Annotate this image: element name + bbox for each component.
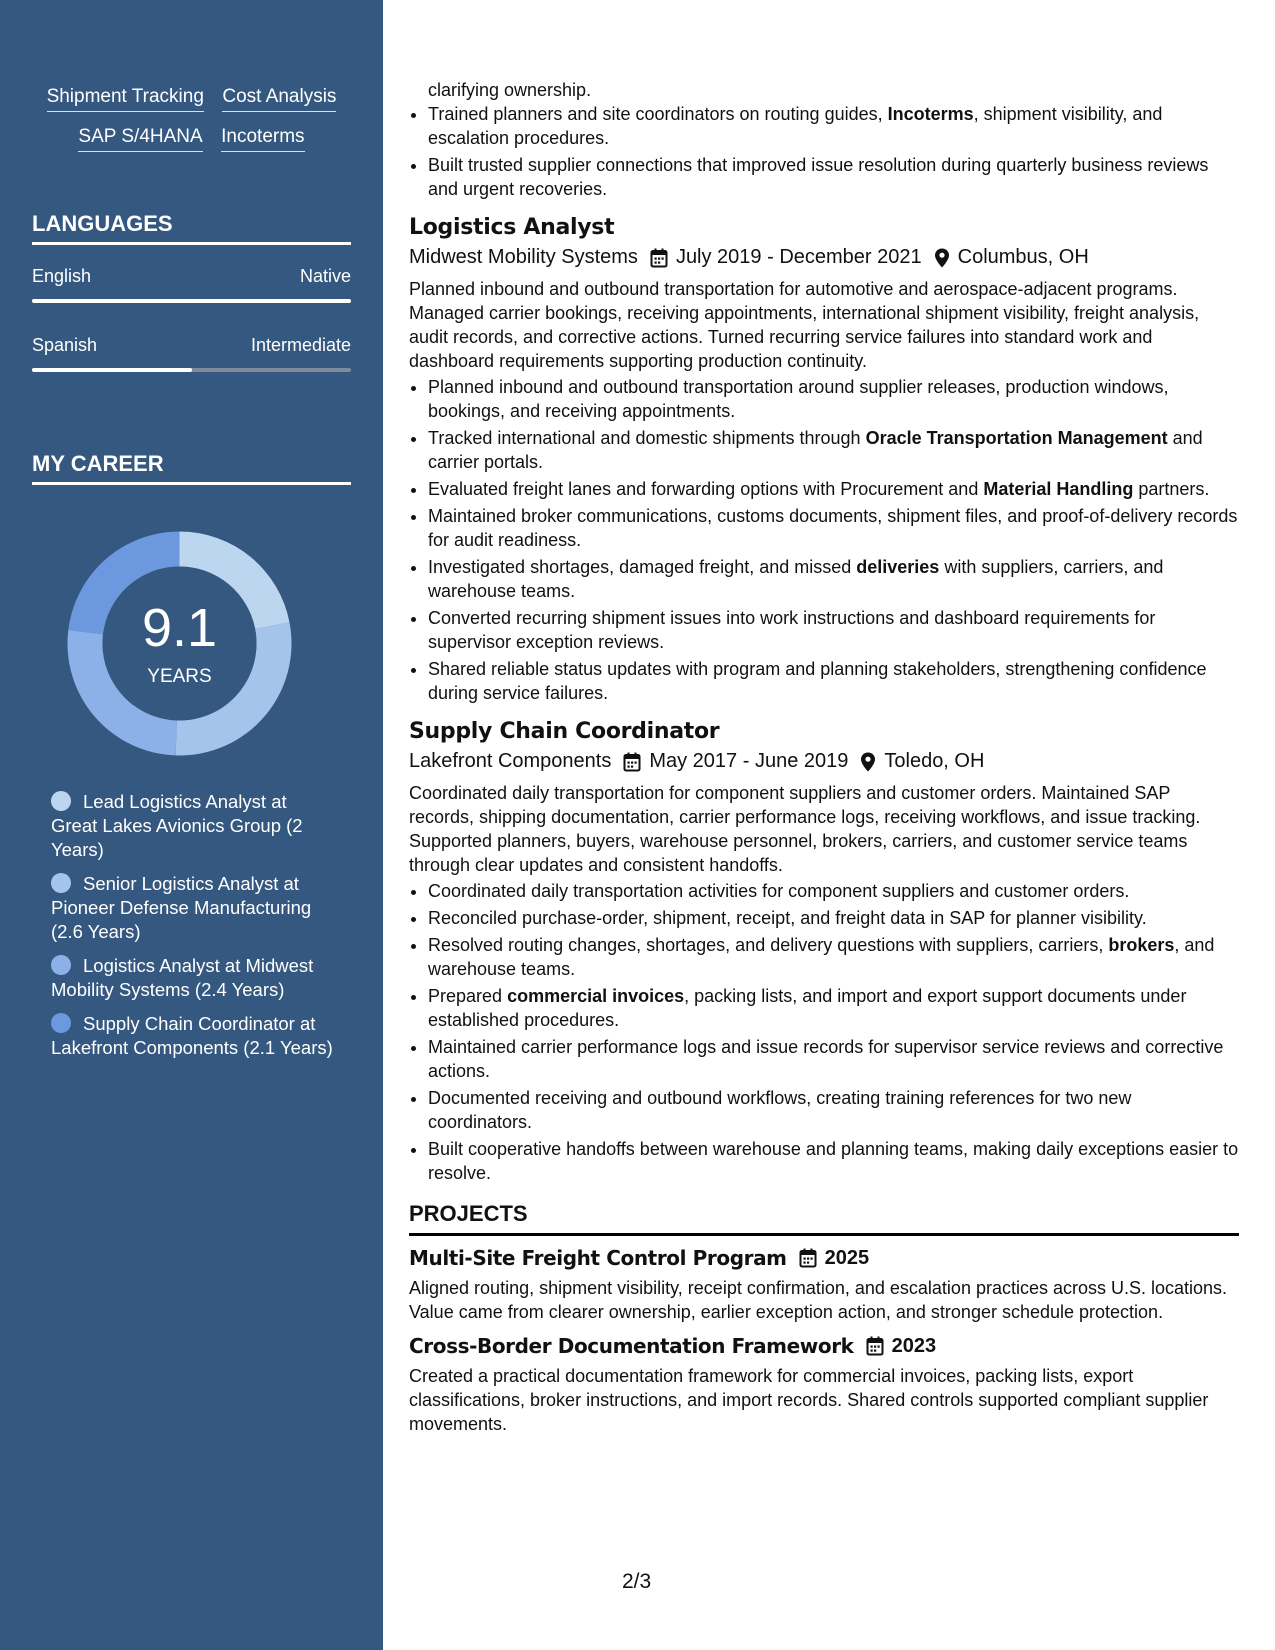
bullet-item: [428, 1137, 1239, 1185]
bullet-item: [428, 657, 1239, 705]
bullet-item: [428, 555, 1239, 603]
bullet-text: Trained planners and site coordinators on routing guides,: [428, 104, 888, 124]
page-number: 2/3: [622, 1570, 652, 1593]
bullet-text: Investigated shortages, damaged freight, and missed: [428, 557, 857, 577]
bullet-text: and carrier portals.: [428, 428, 1203, 472]
career-legend: [51, 790, 336, 1070]
project-description: Created a practical documentation framework for commercial invoices, packing lists, export classifications, broker instructions, and import records. Shared controls supported compliant supplier movements.: [409, 1366, 1209, 1434]
job-summary: Planned inbound and outbound transportation for automotive and aerospace-adjacent programs. Managed carrier bookings, receiving appointments, international shipment visibility, freight analysis, audit records, and corrective actions. Turned recurring service failures into standard work and dashboard requirements supporting production continuity.: [409, 279, 1200, 371]
bullet-item: [428, 606, 1239, 654]
bullet-text: Coordinated daily transportation activities for component suppliers and customer orders.: [428, 881, 1130, 901]
job-title: Logistics Analyst: [409, 215, 615, 240]
bullet-text: Maintained carrier performance logs and issue records for supervisor service reviews and corrective actions.: [428, 1037, 1224, 1081]
bullet-text: Shared reliable status updates with program and planning stakeholders, strengthening confidence during service failures.: [428, 659, 1207, 703]
career-heading: MY CAREER: [32, 451, 351, 485]
language-name: English: [32, 266, 92, 286]
career-legend-item: [51, 1012, 336, 1060]
projects-heading: PROJECTS: [409, 1201, 1239, 1236]
job-title: Supply Chain Coordinator: [409, 719, 720, 744]
bullet-item: [428, 906, 1239, 930]
calendar-icon: [799, 1248, 817, 1268]
career-legend-text: Senior Logistics Analyst at Pioneer Defense Manufacturing (2.6 Years): [51, 873, 312, 942]
calendar-icon: [623, 752, 641, 772]
project-title: Cross-Border Documentation Framework: [409, 1334, 854, 1358]
language-bar-fill: [32, 368, 192, 372]
bullet-text: partners.: [1133, 479, 1210, 499]
bullet-item: [428, 375, 1239, 423]
legend-dot-icon: [51, 1013, 71, 1033]
project-title-row: [409, 1246, 1239, 1270]
skill-row: [32, 86, 351, 112]
bullet-item: [428, 984, 1239, 1032]
bullet-bold: brokers: [1108, 935, 1175, 955]
language-bar: [32, 368, 351, 372]
bullet-text: Converted recurring shipment issues into work instructions and dashboard requirements for supervisor exception reviews.: [428, 608, 1156, 652]
languages-heading: LANGUAGES: [32, 211, 351, 245]
skill-row: [32, 126, 351, 152]
bullet-text: Prepared: [428, 986, 508, 1006]
bullet-item: [428, 1035, 1239, 1083]
location-pin-icon: [934, 248, 950, 268]
job-meta: [409, 750, 1239, 773]
bullet-text: Reconciled purchase-order, shipment, receipt, and freight data in SAP for planner visibility.: [428, 908, 1147, 928]
career-legend-item: [51, 790, 336, 862]
career-legend-text: Lead Logistics Analyst at Great Lakes Avionics Group (2 Years): [51, 791, 303, 860]
project-description: Aligned routing, shipment visibility, receipt confirmation, and escalation practices across U.S. locations. Value came from clearer ownership, earlier exception action, and stronger schedule protection.: [409, 1278, 1228, 1322]
career-legend-text: Supply Chain Coordinator at Lakefront Components (2.1 Years): [51, 1013, 333, 1058]
bullet-bold: commercial invoices: [507, 986, 685, 1006]
skill-tag: Shipment Tracking: [47, 86, 204, 112]
job-bullets: [409, 375, 1239, 705]
language-level: Native: [299, 266, 351, 286]
language-bar: [32, 299, 351, 303]
skills-list: [32, 86, 351, 166]
skill-tag: Incoterms: [221, 126, 304, 152]
job-bullets: [409, 879, 1239, 1185]
bullet-text: Tracked international and domestic shipments through: [428, 428, 866, 448]
bullet-text: with suppliers, carriers, and warehouse teams.: [428, 557, 1164, 601]
bullet-text: , shipment visibility, and escalation procedures.: [428, 104, 1163, 148]
calendar-icon: [650, 248, 668, 268]
bullet-text: , and warehouse teams.: [428, 935, 1215, 979]
bullet-text: Maintained broker communications, customs documents, shipment files, and proof-of-delivery records for audit readiness.: [428, 506, 1238, 550]
language-bar-fill: [32, 299, 351, 303]
continued-text: clarifying ownership.: [428, 80, 592, 100]
bullet-item: [428, 477, 1239, 501]
legend-dot-icon: [51, 955, 71, 975]
bullet-bold: deliveries: [856, 557, 940, 577]
skill-tag: Cost Analysis: [222, 86, 336, 112]
language-english: [32, 266, 351, 303]
main-content: [409, 0, 1239, 1440]
bullet-text: Documented receiving and outbound workflows, creating training references for two new coordinators.: [428, 1088, 1132, 1132]
bullet-item: [428, 879, 1239, 903]
location-pin-icon: [860, 752, 876, 772]
job-company: Lakefront Components: [409, 750, 612, 772]
project-year: 2025: [824, 1246, 870, 1269]
bullet-text: Built trusted supplier connections that improved issue resolution during quarterly business reviews and urgent recoveries.: [428, 155, 1209, 199]
language-spanish: [32, 335, 351, 372]
bullet-text: Built cooperative handoffs between warehouse and planning teams, making daily exceptions easier to resolve.: [428, 1139, 1239, 1183]
calendar-icon: [866, 1336, 884, 1356]
job-summary: Coordinated daily transportation for component suppliers and customer orders. Maintained SAP records, shipping documentation, carrier performance logs, receiving workflows, and issue tracking. Supported planners, buyers, warehouse personnel, brokers, carriers, and customer service teams through clear updates and consistent handoffs.: [409, 783, 1201, 875]
job-location: Columbus, OH: [957, 246, 1089, 268]
bullet-item: [428, 504, 1239, 552]
bullet-item: [428, 933, 1239, 981]
project-title-row: [409, 1334, 1239, 1358]
career-years-label: YEARS: [147, 666, 212, 687]
project-title: Multi-Site Freight Control Program: [409, 1246, 787, 1270]
language-name: Spanish: [32, 335, 98, 355]
bullet-item: [428, 1086, 1239, 1134]
legend-dot-icon: [51, 873, 71, 893]
legend-dot-icon: [51, 791, 71, 811]
project-year: 2023: [891, 1334, 937, 1357]
career-legend-item: [51, 872, 336, 944]
career-legend-text: Logistics Analyst at Midwest Mobility Systems (2.4 Years): [51, 955, 314, 1000]
donut-center: [67, 531, 292, 756]
bullet-bold: Material Handling: [983, 479, 1134, 499]
bullet-text: Planned inbound and outbound transportation around supplier releases, production windows, bookings, and receiving appointments.: [428, 377, 1169, 421]
bullet-bold: Incoterms: [887, 104, 974, 124]
bullet-item: [428, 102, 1239, 150]
skill-tag: SAP S/4HANA: [78, 126, 202, 152]
job-meta: [409, 246, 1239, 269]
bullet-item: [428, 153, 1239, 201]
career-legend-item: [51, 954, 336, 1002]
job-dates: May 2017 - June 2019: [649, 750, 849, 772]
continued-bullets: [409, 102, 1239, 201]
career-total-years: 9.1: [141, 598, 218, 658]
bullet-text: Resolved routing changes, shortages, and delivery questions with suppliers, carriers,: [428, 935, 1109, 955]
job-company: Midwest Mobility Systems: [409, 246, 638, 268]
language-level: Intermediate: [250, 335, 351, 355]
bullet-bold: Oracle Transportation Management: [865, 428, 1168, 448]
bullet-text: Evaluated freight lanes and forwarding options with Procurement and: [428, 479, 984, 499]
sidebar: [0, 0, 383, 1650]
job-dates: July 2019 - December 2021: [675, 246, 922, 268]
job-location: Toledo, OH: [884, 750, 985, 772]
bullet-text: , packing lists, and import and export support documents under established procedures.: [428, 986, 1187, 1030]
bullet-item: [428, 426, 1239, 474]
